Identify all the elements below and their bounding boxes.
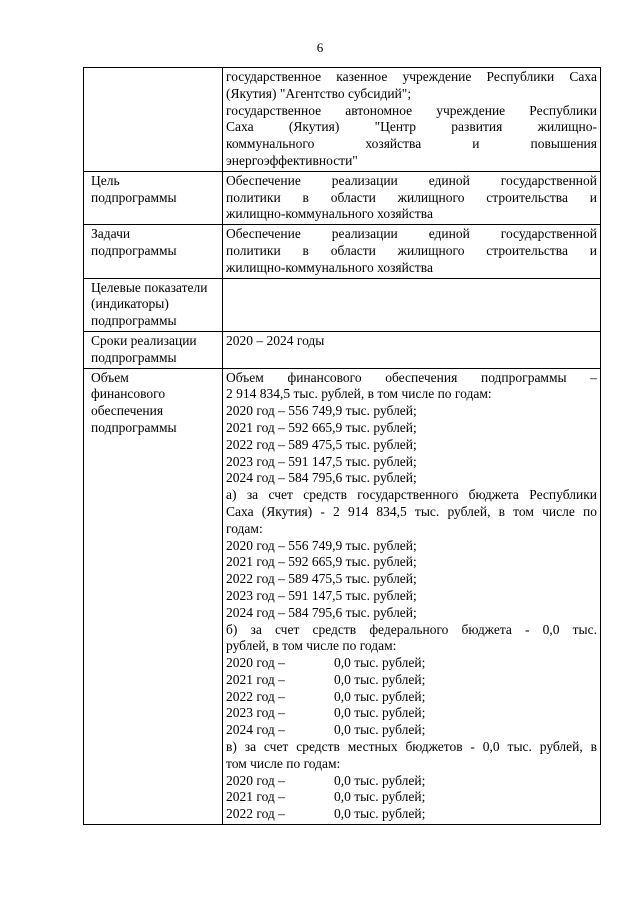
funding-amount: 0,0 тыс. рублей; — [334, 789, 426, 805]
value-text-line: б) за счет средств федерального бюджета - 0,0 тыс. — [226, 621, 597, 637]
value-text-line: 2020 год – 556 749,9 тыс. рублей; — [226, 403, 417, 419]
funding-year-line — [226, 655, 597, 672]
value-text-line: Объем финансового обеспечения подпрограммы – — [226, 369, 597, 385]
funding-year: 2023 год – — [226, 705, 285, 721]
row-label-cell — [84, 171, 223, 224]
funding-year: 2020 год – — [226, 655, 285, 671]
funding-amount: 0,0 тыс. рублей; — [334, 655, 426, 671]
row-label-line: подпрограммы — [91, 313, 177, 329]
row-label-cell — [84, 68, 223, 172]
value-text-line: политики в области жилищного строительства и — [226, 242, 597, 258]
row-value-cell — [223, 368, 601, 825]
row-label-line: финансового — [91, 386, 166, 402]
row-label-line: Задачи — [91, 226, 131, 242]
funding-year-line — [226, 689, 597, 706]
value-text-line: Обеспечение реализации единой государственной — [226, 226, 597, 242]
value-text-line: в) за счет средств местных бюджетов - 0,0 тыс. рублей, в — [226, 739, 597, 755]
row-label-line: Цель — [91, 172, 120, 188]
value-text-line: политики в области жилищного строительства и — [226, 189, 597, 205]
row-value-cell — [223, 225, 601, 278]
funding-year-line — [226, 722, 597, 739]
row-label-cell — [84, 368, 223, 825]
table-row — [84, 171, 601, 224]
funding-amount: 0,0 тыс. рублей; — [334, 705, 426, 721]
value-text-line: жилищно-коммунального хозяйства — [226, 206, 433, 222]
value-text-line: 2 914 834,5 тыс. рублей, в том числе по годам: — [226, 386, 492, 402]
row-label-line: подпрограммы — [91, 242, 177, 258]
value-text-line: 2022 год – 589 475,5 тыс. рублей; — [226, 436, 417, 452]
value-text-line: 2021 год – 592 665,9 тыс. рублей; — [226, 419, 417, 435]
funding-year: 2022 год – — [226, 806, 285, 822]
value-text-line: государственное автономное учреждение Республики — [226, 102, 597, 118]
value-text-line: 2020 год – 556 749,9 тыс. рублей; — [226, 537, 417, 553]
funding-amount: 0,0 тыс. рублей; — [334, 772, 426, 788]
value-text-line: 2022 год – 589 475,5 тыс. рублей; — [226, 571, 417, 587]
row-label-line: Целевые показатели — [91, 279, 208, 295]
funding-amount: 0,0 тыс. рублей; — [334, 806, 426, 822]
row-value-cell — [223, 331, 601, 368]
value-text-line: 2024 год – 584 795,6 тыс. рублей; — [226, 604, 417, 620]
value-text-line: Обеспечение реализации единой государственной — [226, 172, 597, 188]
value-text-line: (Якутия) "Агентство субсидий"; — [226, 85, 412, 101]
value-text-line: Саха (Якутия) "Центр развития жилищно- — [226, 119, 597, 135]
value-text-line: энергоэффективности" — [226, 152, 358, 168]
funding-year-line — [226, 806, 597, 823]
row-label-line: подпрограммы — [91, 419, 177, 435]
table-row — [84, 68, 601, 172]
row-label-line: подпрограммы — [91, 349, 177, 365]
row-label-line: (индикаторы) — [91, 296, 169, 312]
row-value-cell — [223, 278, 601, 331]
row-label-line: подпрограммы — [91, 189, 177, 205]
row-label-cell — [84, 331, 223, 368]
funding-amount: 0,0 тыс. рублей; — [334, 688, 426, 704]
value-text-line: 2023 год – 591 147,5 тыс. рублей; — [226, 587, 417, 603]
funding-year-line — [226, 672, 597, 689]
funding-year: 2021 год – — [226, 671, 285, 687]
funding-year: 2022 год – — [226, 688, 285, 704]
value-text-line: рублей, в том числе по годам: — [226, 638, 397, 654]
value-text-line: Саха (Якутия) - 2 914 834,5 тыс. рублей, в том числе по — [226, 503, 597, 519]
table-row — [84, 225, 601, 278]
funding-amount: 0,0 тыс. рублей; — [334, 671, 426, 687]
funding-year-line — [226, 773, 597, 790]
row-label-line: Сроки реализации — [91, 332, 197, 348]
value-text-line: годам: — [226, 520, 263, 536]
row-value-cell — [223, 171, 601, 224]
page-number: 6 — [316, 40, 324, 55]
value-text-line: 2020 – 2024 годы — [226, 332, 325, 348]
funding-year: 2024 год – — [226, 722, 285, 738]
value-text-line: 2021 год – 592 665,9 тыс. рублей; — [226, 554, 417, 570]
value-text-line: коммунального хозяйства и повышения — [226, 136, 597, 152]
value-text-line: а) за счет средств государственного бюджета Республики — [226, 487, 597, 503]
table-row — [84, 368, 601, 825]
value-text-line: 2023 год – 591 147,5 тыс. рублей; — [226, 453, 417, 469]
row-label-cell — [84, 278, 223, 331]
row-value-cell — [223, 68, 601, 172]
funding-year-line — [226, 705, 597, 722]
funding-year: 2020 год – — [226, 772, 285, 788]
row-label-line: обеспечения — [91, 403, 164, 419]
row-label-cell — [84, 225, 223, 278]
funding-amount: 0,0 тыс. рублей; — [334, 722, 426, 738]
funding-year: 2021 год – — [226, 789, 285, 805]
table-row — [84, 331, 601, 368]
value-text-line: том числе по годам: — [226, 755, 341, 771]
table-row — [84, 278, 601, 331]
funding-year-line — [226, 789, 597, 806]
value-text-line: 2024 год – 584 795,6 тыс. рублей; — [226, 470, 417, 486]
subprogram-passport-table — [83, 67, 601, 825]
value-text-line: государственное казенное учреждение Республики Саха — [226, 69, 597, 84]
value-text-line: жилищно-коммунального хозяйства — [226, 259, 433, 275]
row-label-line: Объем — [91, 369, 129, 385]
